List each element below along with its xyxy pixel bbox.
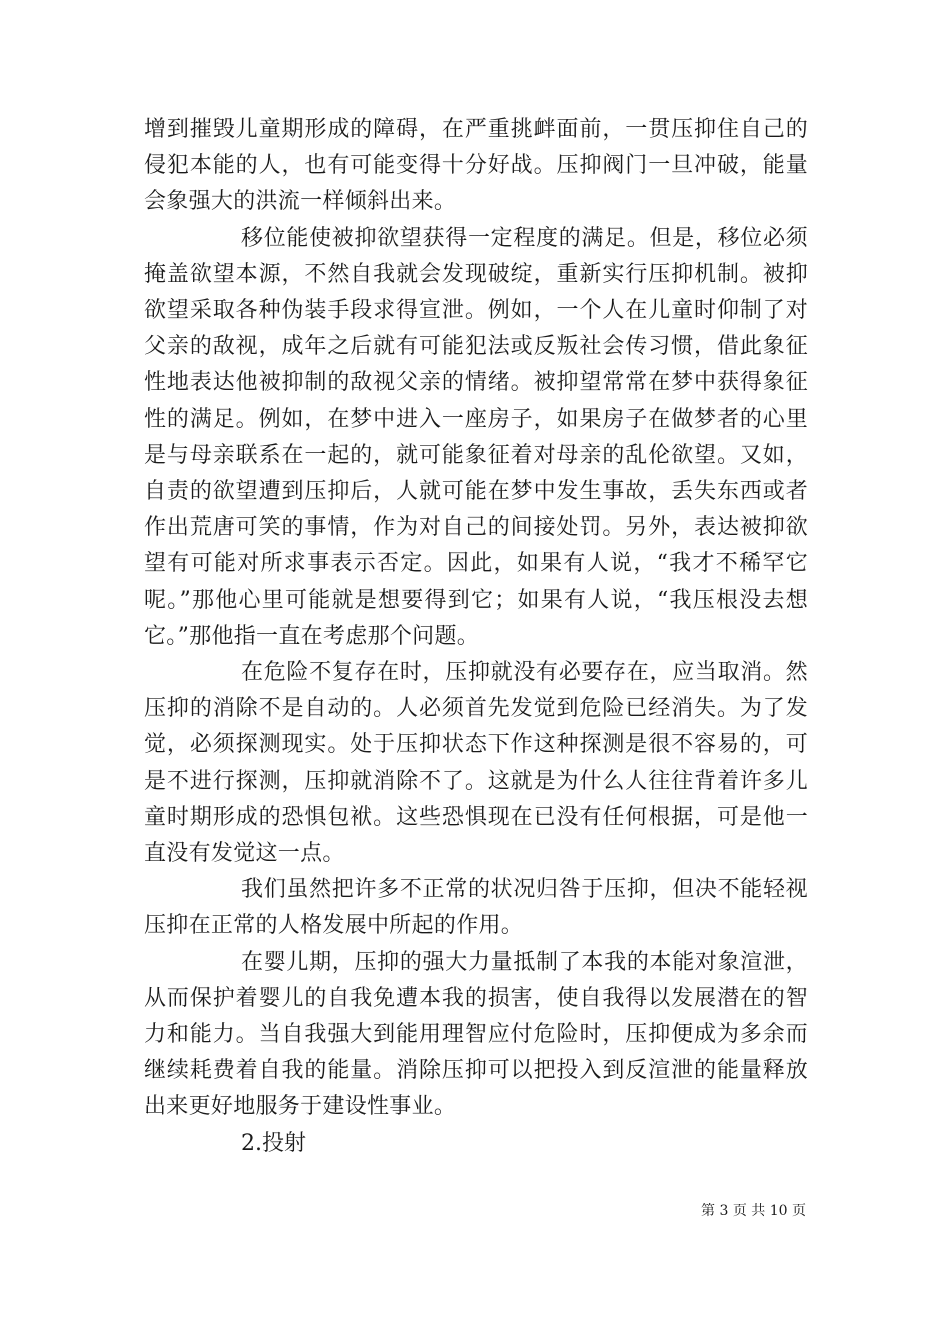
- page-number: 第 3 页 共 10 页: [701, 1203, 806, 1219]
- paragraph: 在婴儿期，压抑的强大力量抵制了本我的本能对象渲泄，从而保护着婴儿的自我免遭本我的损害，使自我得以发展潜在的智力和能力。当自我强大到能用理智应付危险时，压抑便成为多余而继续耗费着自我的能量。消除压抑可以把投入到反渲泄的能量释放出来更好地服务于建设性事业。: [144, 949, 808, 1120]
- paragraph: 我们虽然把许多不正常的状况归咎于压抑，但决不能轻视压抑在正常的人格发展中所起的作用。: [144, 877, 808, 939]
- paragraph: 在危险不复存在时，压抑就没有必要存在，应当取消。然压抑的消除不是自动的。人必须首先发觉到危险已经消失。为了发觉，必须探测现实。处于压抑状态下作这种探测是很不容易的，可是不进行探测，压抑就消除不了。这就是为什么人往往背着许多儿童时期形成的恐惧包袱。这些恐惧现在已没有任何根据，可是他一直没有发觉这一点。: [144, 660, 808, 867]
- document-body: [144, 112, 808, 1162]
- paragraph: 增到摧毁儿童期形成的障碍，在严重挑衅面前，一贯压抑住自己的侵犯本能的人，也有可能变得十分好战。压抑阀门一旦冲破，能量会象强大的洪流一样倾斜出来。: [144, 117, 808, 215]
- paragraph: 移位能使被抑欲望获得一定程度的满足。但是，移位必须掩盖欲望本源，不然自我就会发现破绽，重新实行压抑机制。被抑欲望采取各种伪装手段求得宣泄。例如，一个人在儿童时仰制了对父亲的敌视，成年之后就有可能犯法或反叛社会传习惯，借此象征性地表达他被抑制的敌视父亲的情绪。被抑望常常在梦中获得象征性的满足。例如，在梦中进入一座房子，如果房子在做梦者的心里是与母亲联系在一起的，就可能象征着对母亲的乱伦欲望。又如，自责的欲望遭到压抑后，人就可能在梦中发生事故，丢失东西或者作出荒唐可笑的事情，作为对自己的间接处罚。另外，表达被抑欲望有可能对所求事表示否定。因此，如果有人说，“我才不稀罕它呢。”那他心里可能就是想要得到它；如果有人说，“我压根没去想它。”那他指一直在考虑那个问题。: [144, 225, 808, 649]
- section-heading: 2.投射: [241, 1130, 306, 1156]
